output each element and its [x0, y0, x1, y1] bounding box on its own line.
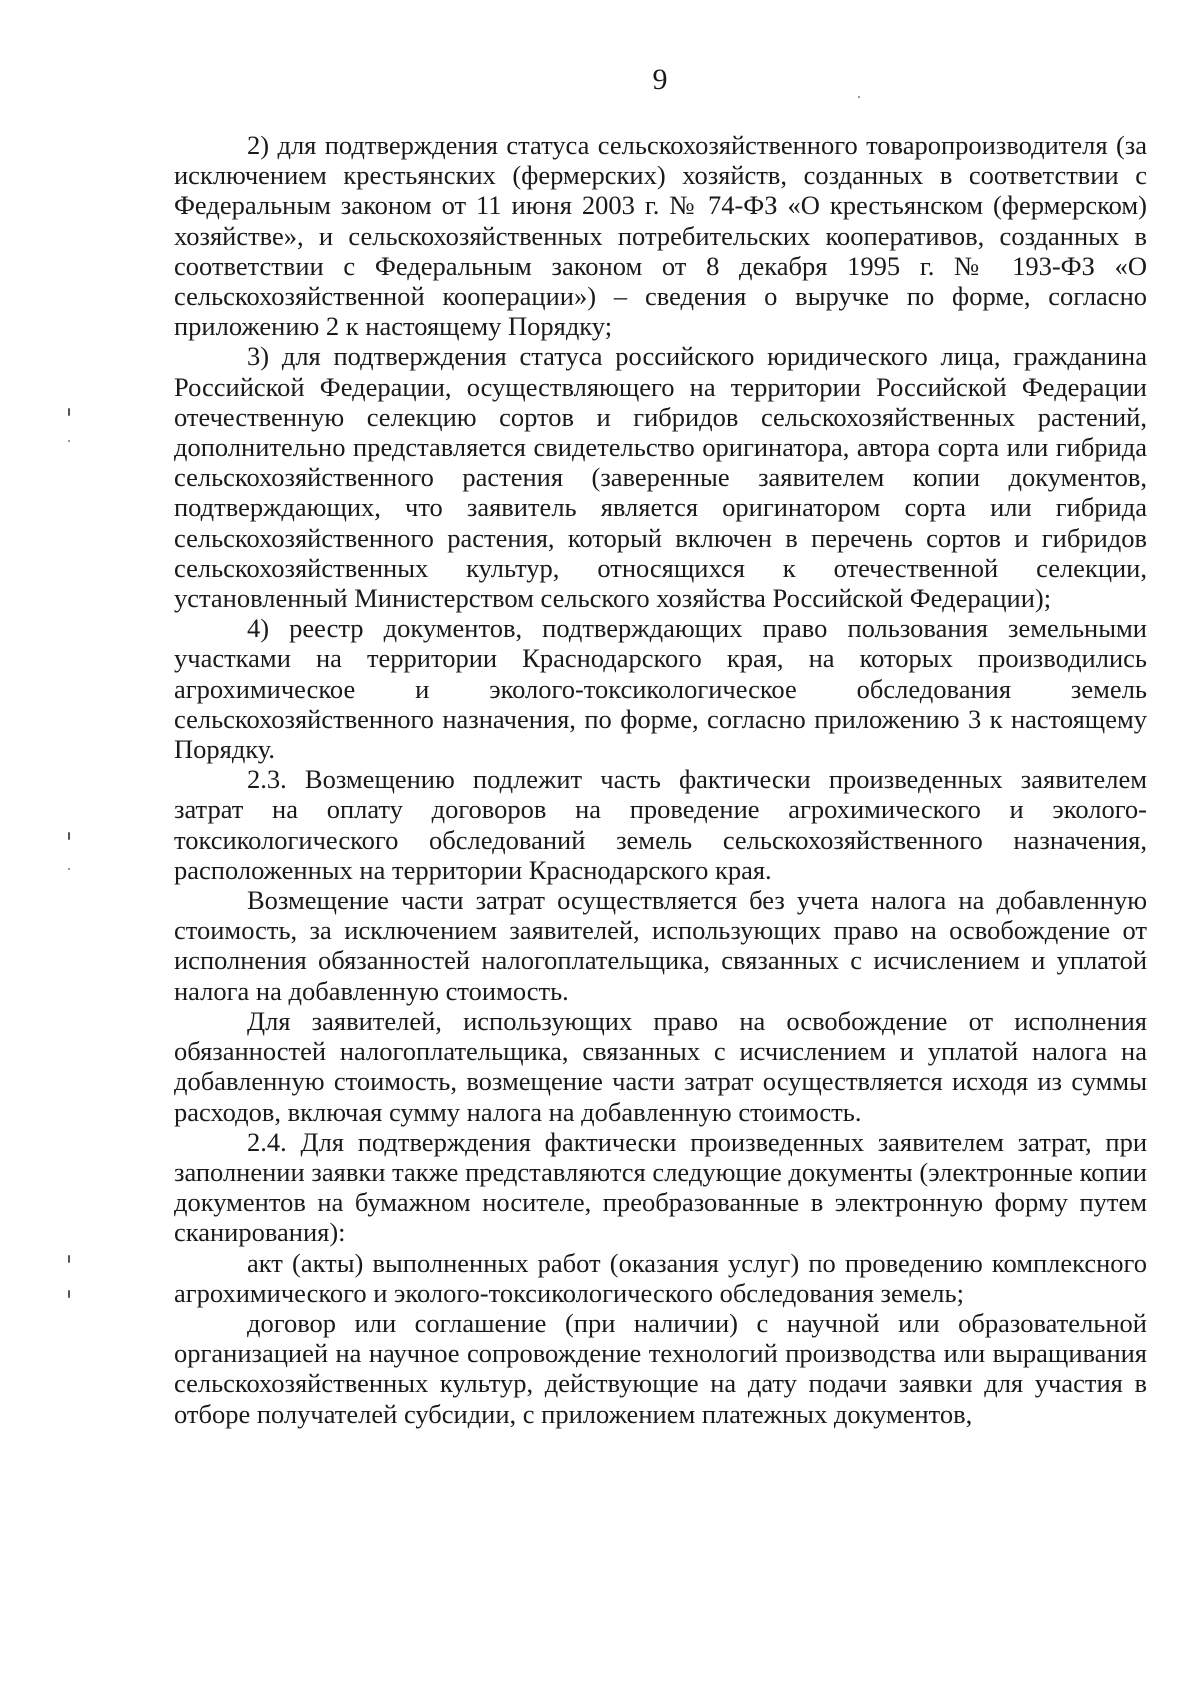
scan-dot	[858, 96, 860, 98]
scan-mark	[68, 408, 70, 416]
scan-mark	[68, 1255, 70, 1263]
paragraph-item-2: 2) для подтверждения статуса сельскохозяйственного товаропроизводителя (за исключением крестьянских (фермерских) хозяйств, созданных в соответствии с Федеральным законом от 11 июня 2003 г. № 74-ФЗ «О крестьянском (фермерском) хозяйстве», и сельскохозяйственных потребительских кооперативов, созданных в соответствии с Федеральным законом от 8 декабря 1995 г. № 193-ФЗ «О сельскохозяйственной кооперации») – сведения о выручке по форме, согласно приложению 2 к настоящему Порядку;	[174, 130, 1147, 342]
paragraph-acts-of-work: акт (акты) выполненных работ (оказания услуг) по проведению комплексного агрохимического и эколого-токсикологического обследования земель;	[174, 1247, 1147, 1308]
scan-mark	[68, 832, 70, 840]
paragraph-vat-inclusion: Для заявителей, использующих право на освобождение от исполнения обязанностей налогоплательщика, связанных с исчислением и уплатой налога на добавленную стоимость, возмещение части затрат осуществляется исходя из суммы расходов, включая сумму налога на добавленную стоимость.	[174, 1005, 1147, 1127]
paragraph-section-2-4: 2.4. Для подтверждения фактически произведенных заявителем затрат, при заполнении заявки также представляются следующие документы (электронные копии документов на бумажном носителе, преобразованные в электронную форму путем сканирования):	[174, 1126, 1147, 1248]
scan-dot	[68, 868, 70, 870]
paragraph-section-2-3: 2.3. Возмещению подлежит часть фактически произведенных заявителем затрат на оплату договоров на проведение агрохимического и эколого-токсикологического обследований земель сельскохозяйственного назначения, расположенных на территории Краснодарского края.	[174, 764, 1147, 885]
paragraph-item-4: 4) реестр документов, подтверждающих право пользования земельными участками на территории Краснодарского края, на которых производились агрохимическое и эколого-токсикологическое обследования земель сельскохозяйственного назначения, по форме, согласно приложению 3 к настоящему Порядку.	[174, 613, 1147, 765]
page-number: 9	[652, 63, 668, 96]
scan-mark	[68, 1290, 70, 1298]
scan-dot	[68, 440, 70, 442]
document-body	[174, 130, 1147, 1429]
paragraph-vat-exclusion: Возмещение части затрат осуществляется без учета налога на добавленную стоимость, за исключением заявителей, использующих право на освобождение от исполнения обязанностей налогоплательщика, связанных с исчислением и уплатой налога на добавленную стоимость.	[174, 885, 1147, 1006]
paragraph-item-3: 3) для подтверждения статуса российского юридического лица, гражданина Российской Федерации, осуществляющего на территории Российской Федерации отечественную селекцию сортов и гибридов сельскохозяйственных растений, дополнительно представляется свидетельство оригинатора, автора сорта или гибрида сельскохозяйственного растения (заверенные заявителем копии документов, подтверждающих, что заявитель является оригинатором сорта или гибрида сельскохозяйственного растения, который включен в перечень сортов и гибридов сельскохозяйственных культур, относящихся к отечественной селекции, установленный Министерством сельского хозяйства Российской Федерации);	[174, 341, 1147, 614]
paragraph-contract-agreement: договор или соглашение (при наличии) с научной или образовательной организацией на научное сопровождение технологий производства или выращивания сельскохозяйственных культур, действующие на дату подачи заявки для участия в отборе получателей субсидии, с приложением платежных документов,	[174, 1307, 1147, 1429]
